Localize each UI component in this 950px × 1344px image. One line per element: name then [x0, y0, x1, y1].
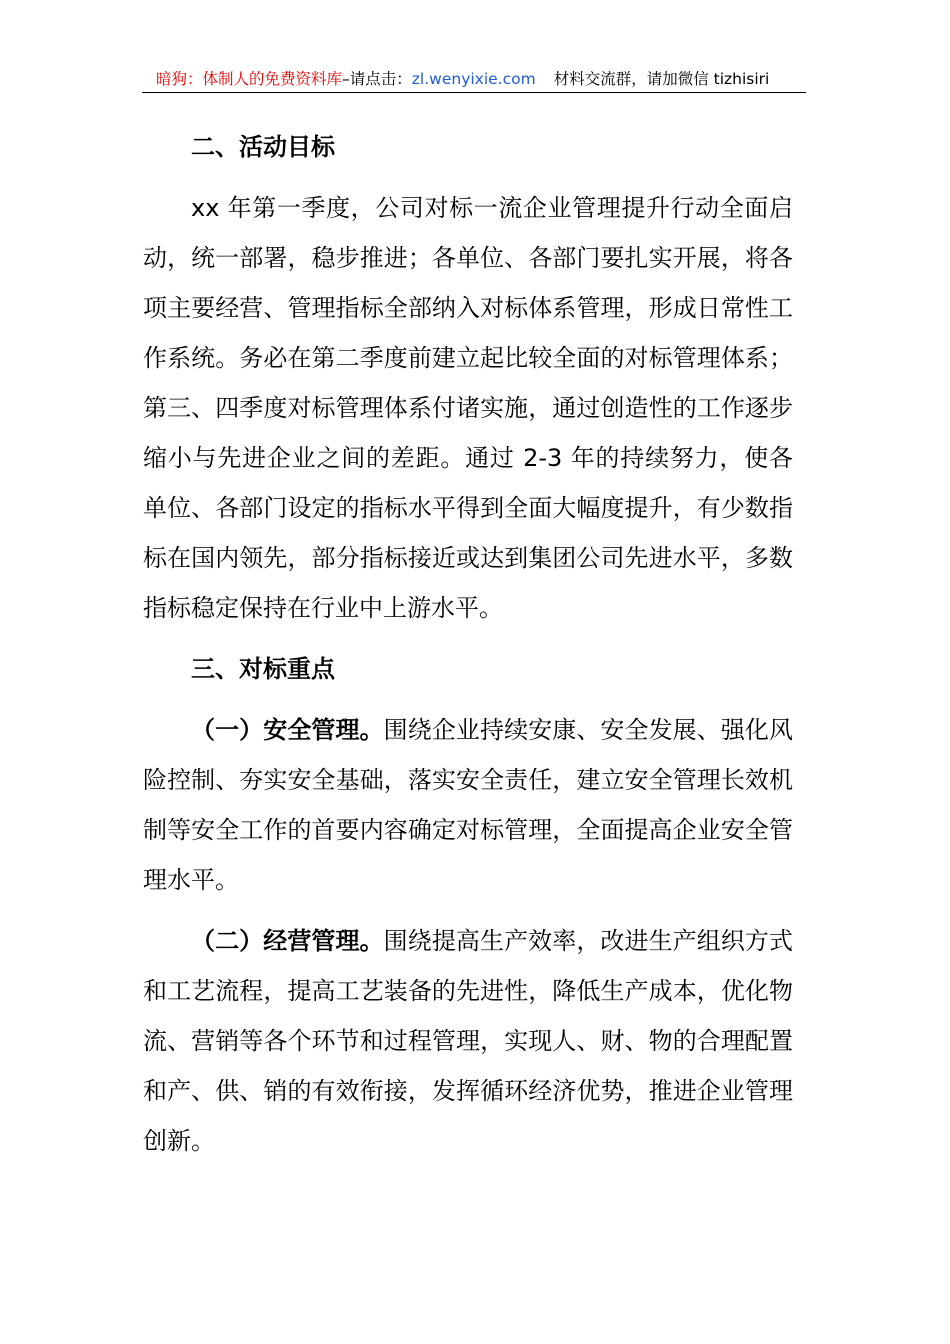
operation-lead: （二）经营管理。 [191, 927, 384, 955]
document-body [143, 122, 793, 1166]
section-heading-goal: 二、活动目标 [191, 133, 335, 161]
operation-paragraph [143, 916, 793, 1166]
safety-paragraph [143, 705, 793, 905]
safety-body: 围绕企业持续安康、安全发展、强化风险控制、夯实安全基础，落实安全责任，建立安全管理长效机制等安全工作的首要内容确定对标管理，全面提高企业安全管理水平。 [143, 716, 794, 894]
operation-body: 围绕提高生产效率，改进生产组织方式和工艺流程，提高工艺装备的先进性，降低生产成本，优化物流、营销等各个环节和过程管理，实现人、财、物的合理配置和产、供、销的有效衔接，发挥循环经济优势，推进企业管理创新。 [143, 927, 794, 1155]
header-click-prompt: –请点击： [342, 70, 412, 88]
page-header [142, 66, 806, 93]
section-heading-focus: 三、对标重点 [191, 655, 335, 683]
header-url-link[interactable]: zl.wenyixie.com [411, 70, 536, 88]
safety-lead: （一）安全管理。 [191, 716, 384, 744]
header-group-note: 材料交流群，请加微信 tizhisiri [553, 70, 770, 88]
header-brand: 暗狗：体制人的免费资料库 [156, 70, 343, 88]
goal-paragraph: xx 年第一季度，公司对标一流企业管理提升行动全面启动，统一部署，稳步推进；各单位、各部门要扎实开展，将各项主要经营、管理指标全部纳入对标体系管理，形成日常性工作系统。务必在第二季度前建立起比较全面的对标管理体系；第三、四季度对标管理体系付诸实施，通过创造性的工作逐步缩小与先进企业之间的差距。通过 2-3 年的持续努力，使各单位、各部门设定的指标水平得到全面大幅度提升，有少数指标在国内领先，部分指标接近或达到集团公司先进水平，多数指标稳定保持在行业中上游水平。 [143, 194, 793, 622]
